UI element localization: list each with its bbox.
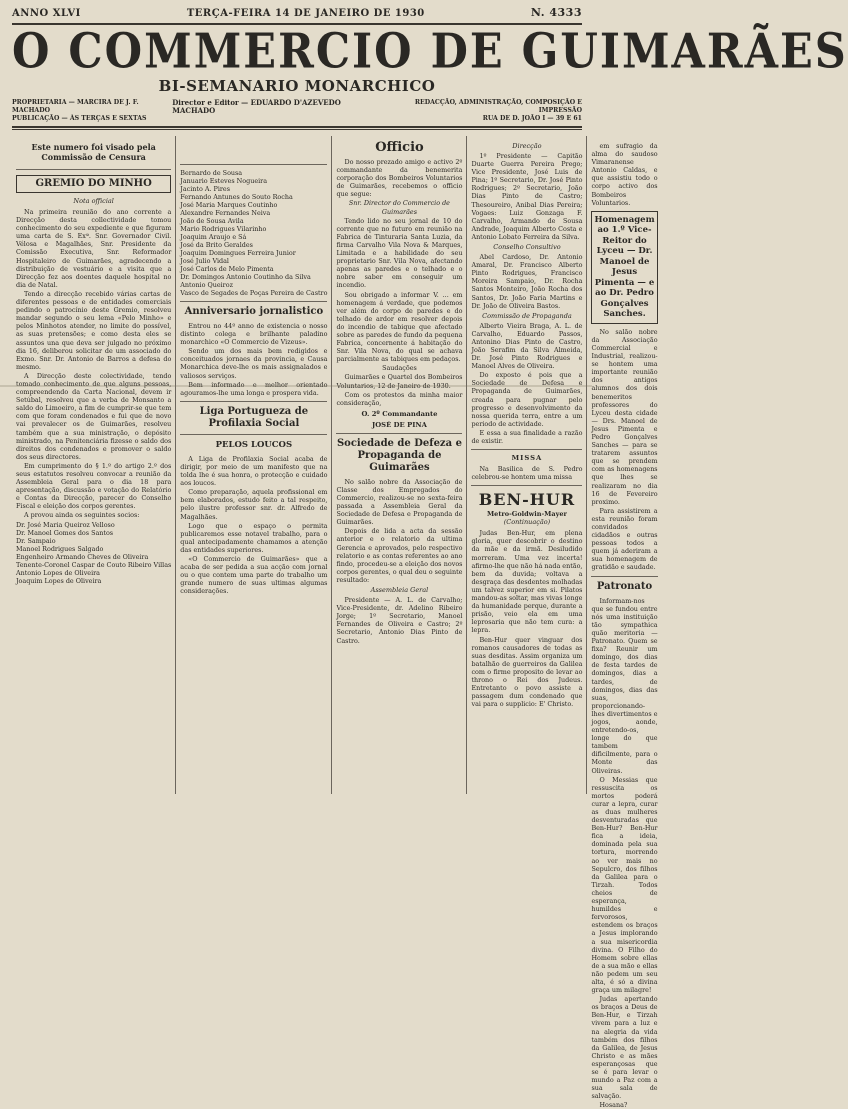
info-left	[12, 99, 172, 123]
assembleia-label: Assembleia Geral	[370, 586, 429, 595]
loucos-heading: PELOS LOUCOS	[215, 439, 293, 450]
separator	[471, 449, 582, 450]
missa-continued-text	[591, 142, 657, 207]
top-line	[12, 6, 582, 22]
missa-text	[471, 465, 582, 481]
member-name: Fernando Antunes do Souto Rocha	[180, 193, 293, 201]
column-1	[12, 136, 176, 794]
info-proprietor: PROPRIETARIA — MARCIRA DE J. F. MACHADO	[12, 99, 139, 114]
paragraph: Judas apertando os braços a Deus de Ben-Hur, e Tirzah vivem para a luz e na alegria da vida também dos filhos da Galilea, de Jesus Christo e as mães esperançosas que se é para levar o mundo a Paz com a sua sala de salvação.	[591, 995, 658, 1101]
homenagem-text	[591, 328, 657, 572]
paragraph: No salão nobre da Associação de Classe dos Empregados do Commercio, realizou-se no sexta-feira passada a Assembleia Geral da Sociedade de Defesa e Propaganda de Guimarães.	[336, 477, 463, 527]
paragraph: Guimarães e Quartel dos Bombeiros Voluntarios, 12 de Janeiro de 1930.	[336, 373, 463, 390]
paragraph: 1º Presidente — Capitão Duarte Guerra Pereira Prego; Vice Presidente, José Luis de Pina; 1º Secretario, Dr. José Pinto Rodrigues; 2º Secretario, João Dias Pinto de Castro; Thesoureiro, Anibal Dias Pereira; Vogaes: Luiz Gonzaga F. Carvalho, Armando de Sousa Andrade, Joaquim Alberto Costa e Antonio Lobato Ferreira da Silva.	[471, 152, 583, 241]
paper-fold	[0, 385, 592, 387]
paragraph: Para assistirem a esta reunião foram convidados cidadãos e outras pessoas todos a quem já aderiram a sua homenagem de gratidão e saudade.	[591, 506, 658, 572]
member-name: Vasco de Segades de Poças Pereira de Castro	[180, 289, 328, 297]
sociedade-heading: Sociedade de Defeza e Propaganda de Guimarães	[336, 437, 462, 473]
benhur-text	[471, 529, 582, 708]
masthead-subtitle: BI-SEMANARIO MONARCHICO	[158, 77, 436, 95]
propaganda-text	[471, 322, 582, 445]
paragraph: Com os protestos da minha maior consideração,	[336, 390, 463, 407]
paragraph: Snr. Director do Commercio de Guimarães	[348, 199, 450, 216]
paragraph: Hosana?	[599, 1101, 628, 1109]
masthead-bottom-rule-thin	[12, 129, 582, 130]
gremio-subheading: Nota official	[73, 197, 114, 205]
paragraph: Como preparação, aquela profissional em bem elaborados, estudo feito a tal respeito, pelo ilustre professor snr. dr. Alfredo de Magalhães.	[180, 488, 328, 521]
paragraph: Tendo a direcção recebido várias cartas de diferentes pessoas e de entidades comerciais pedindo o patrocínio deste Gremio, resolveu mandar segundo o seu lema «Pelo Minho» e pelos Minhotos atender, no limite do possível, as suas pretensões; e como desta eles se assuntos una que deva ser julgado no próximo dia 16, deliberou solicitar de um associado do Exmo. Snr. Dr. Antonio de Barros a defesa do mesmo.	[16, 289, 172, 371]
paragraph: Abel Cardoso, Dr. Antonio Amaral, Dr. Francisco Alberto Pinto Rodrigues, Francisco Moreira Sampaio, Dr. Rocha Santos Monteiro, João Rocha dos Santos, Dr. João Faria Martins e Dr. João de Oliveira Bastos.	[471, 253, 583, 310]
member-name: Joaquim Domingues Ferreira Junior	[180, 249, 296, 257]
issue-number: N. 4333	[530, 6, 582, 19]
paragraph: Presidente — A. L. de Carvalho; Vice-Presidente, dr. Adelino Ribeiro Jorge; 1º Secretario, Manoel Fernandes de Oliveira e Castro; 2º Secretario, Antonio Dias Pinto de Castro.	[336, 596, 463, 645]
members-list-continued	[180, 169, 327, 297]
separator	[336, 433, 462, 434]
columns	[12, 136, 658, 1109]
member-name: Joaquim Lopes de Oliveira	[16, 576, 102, 585]
member-name: Jacinto A. Pires	[180, 185, 230, 193]
conselho-text	[471, 253, 582, 310]
info-publication: PUBLICAÇÃO — ÀS TERÇAS E SEXTAS	[12, 115, 147, 122]
member-name: José Carlos de Melo Pimenta	[180, 265, 274, 273]
paragraph: Do exposto é pois que a Sociedade de Defesa e Propaganda de Guimarães, creada para pugnar pelo progresso e desenvolvimento da nossa querida terra, entre a um periodo de actividade.	[471, 371, 583, 428]
member-name: Dr. José Maria Queiroz Velloso	[16, 520, 115, 529]
paragraph: Saudações	[382, 364, 417, 373]
column-4	[467, 136, 587, 794]
member-name: Dr. Manoel Gomes dos Santos	[16, 528, 114, 537]
officio-heading: Officio	[375, 140, 424, 155]
member-name: João de Sousa Avila	[180, 217, 244, 225]
paragraph: E essa a sua finalidade a razão de existir.	[471, 428, 583, 445]
gremio-members	[16, 521, 171, 585]
member-name: José Maria Marques Coutinho	[180, 201, 278, 209]
gremio-heading: GREMIO DO MINHO	[16, 175, 171, 193]
separator	[471, 485, 582, 486]
paragraph: Bem informado e melhor orientado agouramos-lhe uma longa e prospera vida.	[180, 380, 328, 397]
paragraph: Depois de lida a acta da sessão anterior e o relatorio da ultima Gerencia e aprovados, pelo respectivo relatorio e as contas referentes ao ano findo, procedeu-se a eleição dos novos corpos gerentes, o qual deu o seguinte resultado:	[336, 527, 463, 584]
member-name: Dr. Domingos Antonio Coutinho da Silva	[180, 273, 311, 281]
signature-name: JOSÉ DE PINA	[372, 420, 427, 429]
member-name: Januario Esteves Nogueira	[180, 177, 268, 185]
paragraph: Do nosso prezado amigo e activo 2º commandante da benemerita corporação dos Bombeiros Voluntarios de Guimarães, recebemos o officio que segue:	[336, 158, 463, 199]
member-name: Antonio Lopes de Oliveira	[16, 568, 100, 577]
patronato-heading: Patronato	[596, 580, 653, 592]
separator	[180, 301, 327, 302]
member-name: José Julio Vidal	[180, 257, 229, 265]
censor-spacer	[180, 136, 327, 165]
column-5	[587, 136, 661, 1109]
publication-info	[12, 99, 582, 123]
paragraph: Em cumprimento do § 1.º do artigo 2.º dos seus estatutos resolveu convocar a reunião da Assembleia Geral para o dia 18 para apresentação, discussão e votação do Relatório e Contas da Direcção, parecer do Conselho Fiscal e eleição dos corpos gerentes.	[16, 461, 172, 511]
liga-heading: Liga Portugueza de Profilaxia Social	[199, 405, 309, 429]
patronato-text	[591, 597, 657, 1109]
member-name: Bernardo de Sousa	[180, 169, 243, 177]
direccao-label: Direcção	[512, 142, 542, 150]
member-name: Tenente-Coronel Caspar de Couto Ribeiro Villas	[16, 560, 172, 569]
volume-year: ANNO XLVI	[12, 8, 81, 19]
paragraph: em sufragio da alma do saudoso Vimaranense Antonio Caldas, e que assistiu todo o corpo activo dos Bombeiros Voluntarios.	[591, 142, 658, 207]
masthead-title: O COMMERCIO DE GUIMARÃES	[12, 24, 848, 80]
conselho-label: Conselho Consultivo	[493, 243, 561, 252]
paragraph: Ben-Hur quer vinguar dos romanos causadores de todas as suas desditas. Assim organiza um batalhão de guerreiros da Galilea com o firme proposito de levar ao throno o Rei dos Judeus. Entretanto o povo assiste a passagem dum condenado que vai para o supplicio: E' Christo.	[471, 635, 583, 709]
paragraph: No salão nobre da Associação Commercial e Industrial, realizou-se hontem uma importante reunião dos antigos alumnos dos dois benemeritos professores do Lyceu desta cidade — Drs. Manoel de Jesus Pimenta e Pedro Gonçalves Sanches — para se tratarem assuntos que se prendem com as homenagens que lhes se realizaram no dia 16 de Fevereiro proximo.	[591, 327, 658, 506]
anniversary-heading: Anniversario jornalistico	[184, 306, 324, 317]
paragraph: Judas Ben-Hur, em plena gloria, quer descobrir o destino da mãe e da irmã. Desiludido morreram. Uma vez incerta! afirmo-lhe que não há nada então, bem da duvida; voltava a desgraça das desdentes molhadas um talvez superior em si. Pilatos mandou-as soltar, mas vivas longe da humanidade perque, durante a prisão, veio ela em uma leprosaria que não tem cura: a lepra.	[471, 529, 583, 635]
paragraph: A Liga de Profilaxia Social acaba de dirigir, por meio de um manifesto que na tolda lhe é sua honra, o protecção e cuidado aos loucos.	[180, 454, 328, 488]
issue-date: TERÇA-FEIRA 14 DE JANEIRO DE 1930	[186, 8, 425, 19]
sociedade-text	[336, 478, 462, 584]
paragraph: Informam-nos que se fundou entre nós uma instituição tão sympathica quão meritoria — Patronato. Quem se fixa? Reunir um domingo, dos dias de festa tardes de domingos, dias a tardes, de domingos, dias das suas, proporcionando-lhes divertimentos e jogos, aonde, entretendo-os, longe do que tambem dificilmente, para o Monte das Oliveiras.	[591, 596, 658, 775]
paragraph: Tendo lido no seu jornal de 10 do corrente que no futuro em reunião na Fabrica de Tinturaria Santa Luzia, da firma Carvalho Vila Nova & Marques, Limitada e a habilidade do seu proprietario Snr. Vila Nova, afectando apenas as paredes e o telhado e o nobre saber em conseguir um incendio.	[336, 216, 463, 290]
separator	[180, 434, 327, 435]
paragraph: Alberto Vieira Braga, A. L. de Carvalho, Eduardo Passos, Antonino Dias Pinto de Castro, João Serafim da Silva Almeida, Dr. José Pinto Rodrigues e Manoel Alves de Oliveira.	[471, 321, 583, 371]
assembleia-text	[336, 596, 462, 645]
member-name: Mario Rodrigues Vilarinho	[180, 225, 267, 233]
member-name: Joaquim Araujo e Sá	[180, 233, 247, 241]
signature-title: O. 2º Commandante	[361, 409, 438, 418]
gremio-text	[16, 208, 171, 520]
loucos-text	[180, 455, 327, 596]
benhur-heading: BEN-HUR	[478, 490, 576, 510]
paragraph: Na primeira reunião do ano corrente a Direcção desta collectividade tomou conhecimento do seu expediente e que figuram uma carta de S. Exª. Snr. Governador Civil. Vélosa e Magalhães, Snr. Presidente da Comissão Executiva, Snr. Reformador Hospitaleiro de Guimarães, agradecendo a distribuição de vestuário e a visita que a Direcção fez aos doentes daquele hospital no dia de Natal.	[16, 208, 172, 289]
paragraph: O Messias que ressuscita os mortos poderá curar a lepra, curar as duas mulheres desventuradas que Ben-Hur? Ben-Hur fica a ideia, dominada pela sua tortura, morrendo ao ver mais no Sepulcro, dos filhos da Galilea para o Tirzah. Todos cheios de esperança, humildes e fervorosos, estendem os braços a Jesus implorando a sua misericordia divina. O Filho do Homem sobre ellas de a sua mão e ellas não pedem um seu alta, é só a divina graça um milagre!	[591, 775, 658, 995]
missa-heading: MISSA	[511, 454, 543, 463]
column-2	[176, 136, 332, 794]
member-name: Dr. Sampaio	[16, 536, 56, 545]
info-director: Director e Editor — EDUARDO D'AZEVEDO MACHADO	[172, 98, 341, 115]
column-3	[332, 136, 467, 794]
paragraph: A provou ainda os seguintes socios:	[24, 511, 140, 520]
member-name: Manoel Rodrigues Salgado	[16, 544, 104, 553]
member-name: Engenheiro Armando Cheves de Oliveira	[16, 552, 149, 561]
member-name: Alexandre Fernandes Neiva	[180, 209, 271, 217]
paragraph: Sou obrigado a informar V. ... em homenagem á verdade, que podemos ver além do corpo de paredes e do telhado de ardor em resolver depois do incendio de tabique que afectado sobre as paredes de fundo da pequena Fabrica, concernente á habitação do Snr. Vila Nova, do qual se achava parcialmente as tabiques em pedaços.	[336, 290, 463, 364]
homenagem-box: Homenagem ao 1.º Vice-Reitor do Lyceu — Dr. Manoel de Jesus Pimenta — e ao Dr. Pedro Gonçalves Sanches.	[591, 211, 657, 324]
censorship-notice: Este numero foi visado pela Commissão de Censura	[16, 136, 171, 170]
info-address-label: REDACÇÃO, ADMINISTRAÇÃO, COMPOSIÇÃO E IMPRESSÃO	[414, 99, 582, 114]
separator	[591, 576, 657, 577]
paragraph: A Direcção deste colectividade, tendo tomado conhecimento de que alguns pessoas, compreendendo da Carta Nacional, devem ir Setúbal, resolveu que a verba de Monsanto a saldo do Limoeiro, a fim de cumprir-se que tem com que foram condenados e fui que de novo vai prevalecer os de Guimarães, resolveu também que a sua ministração, o depósito ministrado, na Penitenciária fizesse o saldo dos direitos dos condenados e promover o saldo dos seus directores.	[16, 371, 172, 461]
paragraph: Na Basilica de S. Pedro celebrou-se hontem uma missa	[471, 465, 583, 482]
separator	[180, 401, 327, 402]
member-name: Antonio Queiroz	[180, 281, 233, 289]
benhur-studio: Metro-Goldwin-Mayer	[486, 510, 567, 519]
info-right	[378, 99, 582, 123]
paragraph: Sendo um dos mais bem redigidos e conceituados jornaes da provincia, e Causa Monarchica deve-lhe os mais assignalados e valiosos serviços.	[180, 347, 328, 380]
paragraph: «O Commercio de Guimarães» que a acaba de ser pedida a sua acção com jornal ou o que contem uma parte do trabalho um grande numero de suas ultimas algumas considerações.	[180, 554, 328, 596]
paragraph: Logo que o espaço o permita publicaremos esse notavel trabalho, para o qual antecipadamente chamamos a atenção das entidades superiores.	[180, 521, 328, 554]
officio-text	[336, 158, 462, 407]
masthead-bottom-rule	[12, 126, 582, 128]
member-name: José da Brito Geraldes	[180, 241, 253, 249]
propaganda-label: Commissão de Propaganda	[482, 311, 572, 320]
direccao-text	[471, 152, 582, 241]
info-address: RUA DE D. JOÃO I — 39 E 61	[482, 115, 582, 122]
paragraph: Entrou no 44º anno de existencia o nosso distinto colega e brilhante paladino monarchico «O Commercio de Vizeus».	[180, 322, 328, 347]
benhur-continuation: (Continuação)	[503, 518, 551, 527]
